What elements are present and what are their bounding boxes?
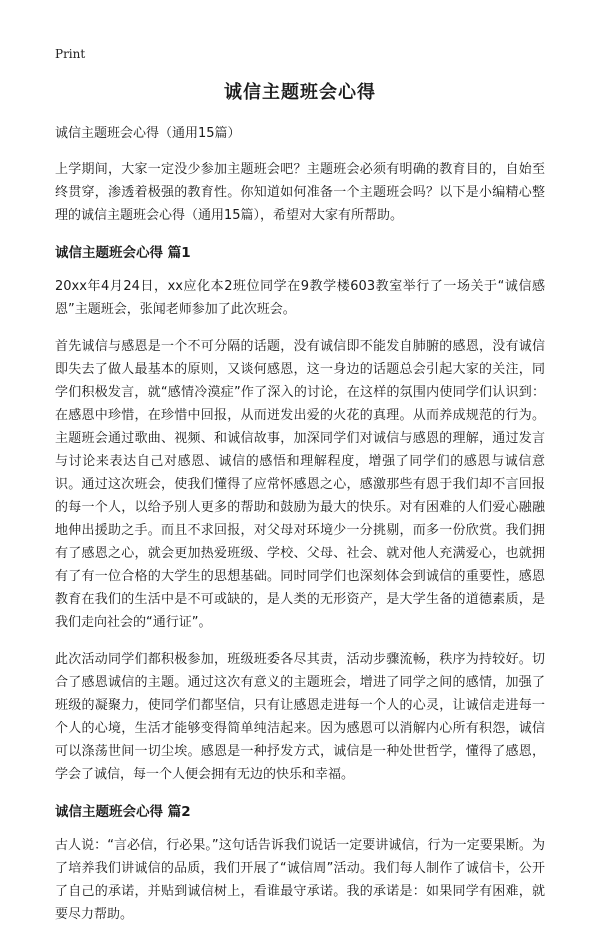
section-2-paragraph-1: 古人说：“言必信，行必果。”这句话告诉我们说话一定要讲诚信，行为一定要果断。为了培养我们讲诚信的品质，我们开展了“诚信周”活动。我们每人制作了诚信卡，公开了自己的承诺，并贴到诚信树上，看谁最守承诺。我的承诺是：如果同学有困难，就要尽力帮助。: [55, 838, 545, 922]
section-2-heading: 诚信主题班会心得 篇2: [55, 804, 191, 820]
intro-paragraph: 上学期间，大家一定没少参加主题班会吧？主题班会必须有明确的教育目的，自始至终贯穿，渗透着极强的教育性。你知道如何准备一个主题班会吗？以下是小编精心整理的诚信主题班会心得（通用15篇），希望对大家有所帮助。: [55, 162, 545, 223]
section-1-paragraph-2: 首先诚信与感恩是一个不可分隔的话题，没有诚信即不能发自肺腑的感恩，没有诚信即失去了做人最基本的原则，又谈何感恩，这一身边的话题总会引起大家的关注，同学们积极发言，就“感情冷漠症”作了深入的讨论，在这样的氛围内使同学们认识到：在感恩中珍惜，在珍惜中回报，从而迸发出爱的火花的真理。从而养成规范的行为。主题班会通过歌曲、视频、和诚信故事，加深同学们对诚信与感恩的理解，通过发言与讨论来表达自己对感恩、诚信的感悟和理解程度，增强了同学们的感恩与诚信意识。通过这次班会，使我们懂得了应常怀感恩之心，感激那些有恩于我们却不言回报的每一个人，以给予别人更多的帮助和鼓励为最大的快乐。对有困难的人们爱心融融地伸出援助之手。而且不求回报，对父母对环境少一分挑剔，而多一份欣赏。我们拥有了感恩之心，就会更加热爱班级、学校、父母、社会、就对他人充满爱心，也就拥有了有一位合格的大学生的思想基础。同时同学们也深刻体会到诚信的重要性，感恩教育在我们的生活中是不可或缺的，是人类的无形资产，是大学生备的道德素质，是我们走向社会的“通行证”。: [55, 339, 545, 630]
section-1-paragraph-1: 20xx年4月24日，xx应化本2班位同学在9教学楼603教室举行了一场关于“诚信感恩”主题班会，张闻老师参加了此次班会。: [55, 279, 545, 317]
document-subtitle: 诚信主题班会心得（通用15篇）: [55, 126, 241, 141]
print-label: Print: [55, 47, 86, 61]
document-page: [55, 78, 545, 940]
page-title: 诚信主题班会心得: [224, 82, 376, 103]
section-1-heading: 诚信主题班会心得 篇1: [55, 245, 191, 261]
section-1-paragraph-3: 此次活动同学们都积极参加，班级班委各尽其责，活动步骤流畅，秩序为持较好。切合了感恩诚信的主题。通过这次有意义的主题班会，增进了同学之间的感情，加强了班级的凝聚力，使同学们都坚信，只有让感恩走进每一个人的心灵，让诚信走进每一个人的心境，生活才能够变得简单纯洁起来。因为感恩可以消解内心所有积怨，诚信可以涤荡世间一切尘埃。感恩是一种抒发方式，诚信是一种处世哲学，懂得了感恩，学会了诚信，每一个人便会拥有无边的快乐和幸福。: [55, 652, 545, 782]
